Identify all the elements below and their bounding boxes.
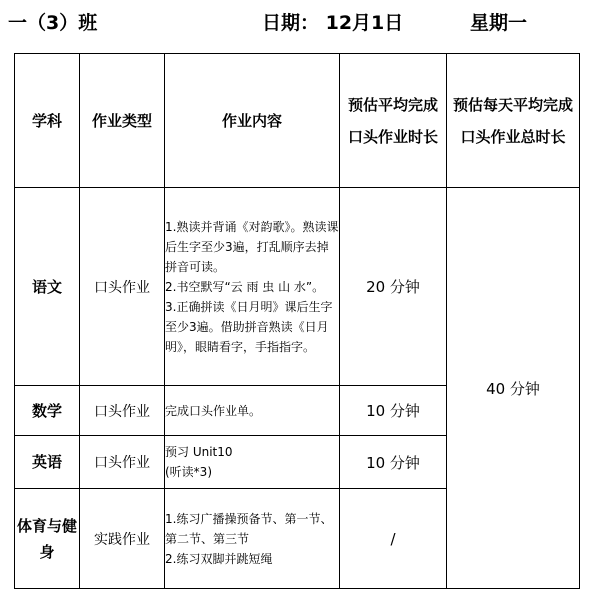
- column-header-content: 作业内容: [165, 54, 340, 188]
- page-header: [0, 8, 595, 38]
- duration-cell: 10 分钟: [340, 436, 447, 489]
- content-cell: [165, 386, 340, 436]
- content-line: 2.练习双脚并跳短绳: [165, 551, 273, 566]
- subject-cell: 体育与健身: [15, 489, 80, 589]
- content-line: 1.熟读并背诵《对韵歌》。熟读课后生字至少3遍，打乱顺序去掉拼音可读。: [165, 219, 339, 274]
- weekday-label: 星期一: [470, 12, 528, 34]
- table-header-row: [15, 54, 580, 188]
- duration-cell: /: [340, 489, 447, 589]
- content-line: (听读*3): [165, 465, 212, 479]
- content-line: 预习 Unit10: [165, 445, 233, 459]
- column-header-type: 作业类型: [80, 54, 165, 188]
- date-label: 日期： 12月1日: [262, 12, 404, 34]
- column-header-avg-duration: 预估平均完成口头作业时长: [340, 54, 447, 188]
- type-cell: 口头作业: [80, 386, 165, 436]
- subject-cell: 语文: [15, 188, 80, 386]
- type-cell: 口头作业: [80, 436, 165, 489]
- content-cell: [165, 436, 340, 489]
- duration-cell: 10 分钟: [340, 386, 447, 436]
- homework-table: [14, 53, 580, 589]
- type-cell: 口头作业: [80, 188, 165, 386]
- class-name: 一（3）班: [8, 12, 98, 34]
- content-line: 1.练习广播操预备节、第一节、第二节、第三节: [165, 511, 333, 546]
- content-cell: [165, 188, 340, 386]
- duration-cell: 20 分钟: [340, 188, 447, 386]
- content-cell: [165, 489, 340, 589]
- content-line: 完成口头作业单。: [165, 403, 262, 418]
- subject-cell: 英语: [15, 436, 80, 489]
- content-line: 2.书空默写“云 雨 虫 山 水”。: [165, 279, 325, 294]
- total-duration-cell: 40 分钟: [447, 188, 580, 589]
- subject-cell: 数学: [15, 386, 80, 436]
- content-line: 3.正确拼读《日月明》课后生字至少3遍。借助拼音熟读《日月明》，眼睛看字，手指指字。: [165, 299, 333, 354]
- column-header-total-duration: 预估每天平均完成口头作业总时长: [447, 54, 580, 188]
- column-header-subject: 学科: [15, 54, 80, 188]
- type-cell: 实践作业: [80, 489, 165, 589]
- table-row-chinese: [15, 188, 580, 386]
